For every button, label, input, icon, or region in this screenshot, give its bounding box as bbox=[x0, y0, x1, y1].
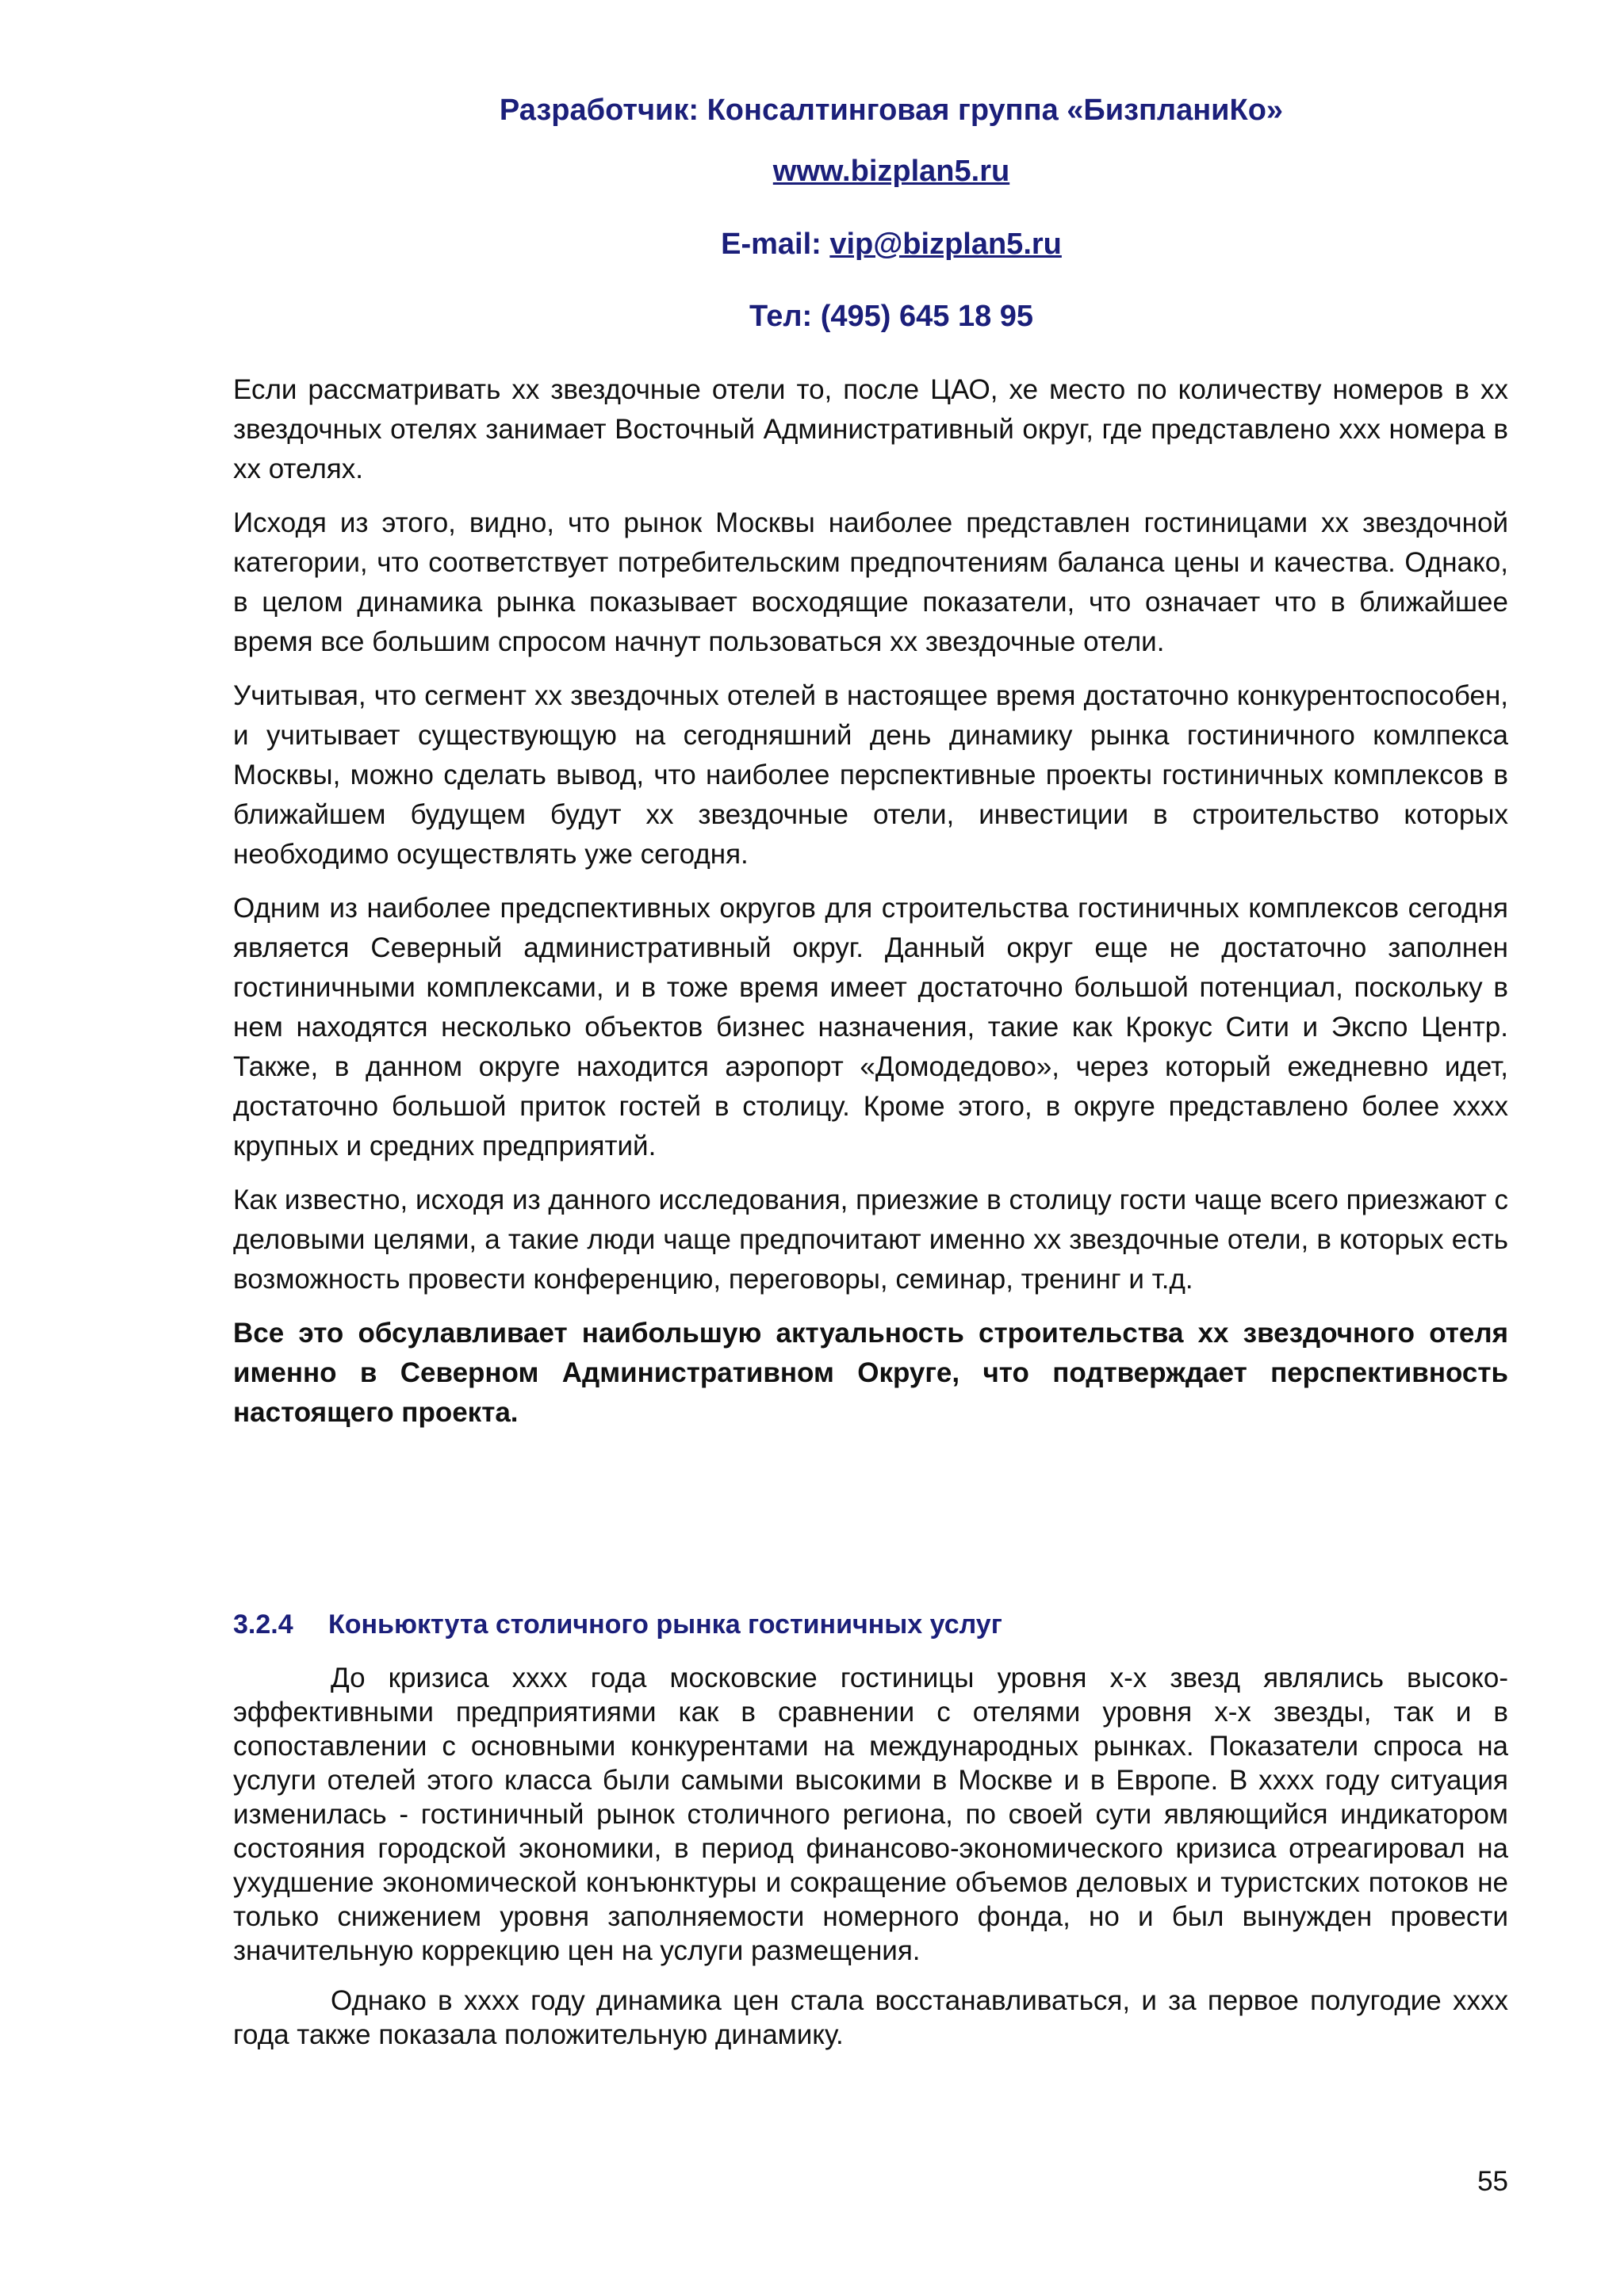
section-body bbox=[233, 1661, 1508, 2052]
header-phone: Тел: (495) 645 18 95 bbox=[749, 300, 1034, 333]
paragraph: Однако в хххх году динамика цен стала восстанавливаться, и за первое полугодие хххх года также показала положительную динамику. bbox=[233, 1985, 1508, 2050]
header-website bbox=[79, 155, 1624, 189]
paragraph: Одним из наиболее предспективных округов для строительства гостиничных комплексов сегодня является Северный административный округ. Данный округ еще не достаточно заполнен гостиничными комплексами, и в тоже время имеет достаточно большой потенциал, поскольку в нем находятся несколько объектов бизнес назначения, такие как Крокус Сити и Экспо Центр. Также, в данном округе находится аэропорт «Домодедово», через который ежедневно идет, достаточно большой приток гостей в столицу. Кроме этого, в округе представлено более хххх крупных и средних предприятий. bbox=[233, 893, 1508, 1161]
section-number: 3.2.4 bbox=[233, 1609, 293, 1640]
email-link[interactable]: vip@bizplan5.ru bbox=[829, 228, 1062, 261]
header-email bbox=[79, 228, 1624, 262]
paragraph: Если рассматривать хх звездочные отели то, после ЦАО, хе место по количеству номеров в хх звездочных отелях занимает Восточный Административный округ, где представлено ххх номера в хх отелях. bbox=[233, 374, 1508, 484]
website-link[interactable]: www.bizplan5.ru bbox=[772, 155, 1010, 188]
section-heading bbox=[233, 1609, 1002, 1640]
body-text bbox=[233, 370, 1508, 1433]
page-number: 55 bbox=[1477, 2166, 1508, 2197]
conclusion-paragraph: Все это обсулавливает наибольшую актуальность строительства хх звездочного отеля именно в Северном Административном Округе, что подтверждает перспективность настоящего проекта. bbox=[233, 1318, 1508, 1428]
paragraph: Исходя из этого, видно, что рынок Москвы наиболее представлен гостиницами хх звездочной категории, что соответствует потребительским предпочтениям баланса цены и качества. Однако, в целом динамика рынка показывает восходящие показатели, что означает что в ближайшее время все большим спросом начнут пользоваться хх звездочные отели. bbox=[233, 507, 1508, 657]
section-title: Коньюктута столичного рынка гостиничных услуг bbox=[328, 1609, 1002, 1640]
paragraph: Учитывая, что сегмент хх звездочных отелей в настоящее время достаточно конкурентоспособен, и учитывает существующую на сегодняшний день динамику рынка гостиничного комлпекса Москвы, можно сделать вывод, что наиболее перспективные проекты гостиничных комплексов в ближайшем будущем будут хх звездочные отели, инвестиции в строительство которых необходимо осуществлять уже сегодня. bbox=[233, 680, 1508, 870]
paragraph: Как известно, исходя из данного исследования, приезжие в столицу гости чаще всего приезжают с деловыми целями, а такие люди чаще предпочитают именно хх звездочные отели, в которых есть возможность провести конференцию, переговоры, семинар, тренинг и т.д. bbox=[233, 1184, 1508, 1295]
email-label: E-mail: bbox=[721, 228, 830, 261]
paragraph: До кризиса хххх года московские гостиницы уровня х-х звезд являлись высоко-эффективными предприятиями как в сравнении с отелями уровня х-х звезды, так и в сопоставлении с основными конкурентами на международных рынках. Показатели спроса на услуги отелей этого класса были самыми высокими в Москве и в Европе. В хххх году ситуация изменилась - гостиничный рынок столичного региона, по своей сути являющийся индикатором состояния городской экономики, в период финансово-экономического кризиса отреагировал на ухудшение экономической конъюнктуры и сокращение объемов деловых и туристских потоков не только снижением уровня заполняемости номерного фонда, но и был вынужден провести значительную коррекцию цен на услуги размещения. bbox=[233, 1663, 1508, 1966]
header-developer: Разработчик: Консалтинговая группа «БизпланиКо» bbox=[499, 94, 1284, 127]
